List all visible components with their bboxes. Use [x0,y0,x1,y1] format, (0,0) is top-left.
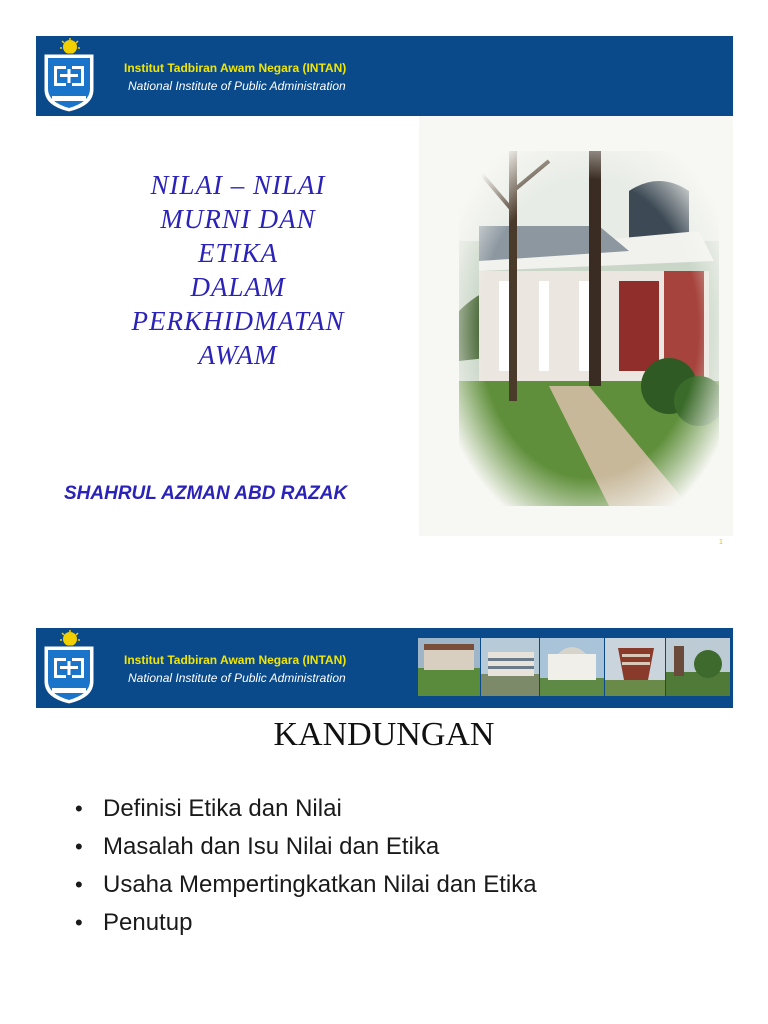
campus-photo-strip-icon [418,638,730,696]
intan-logo-icon [38,38,98,114]
title-line: ETIKA [197,238,278,268]
title-line: MURNI DAN [160,204,316,234]
title-line: DALAM [190,272,286,302]
header-banner [36,36,733,116]
list-item: • Usaha Mempertingkatkan Nilai dan Etika [75,870,537,908]
building-photo-icon [459,151,719,506]
list-item: • Definisi Etika dan Nilai [75,794,537,832]
institute-subtitle: National Institute of Public Administration [128,671,346,685]
institute-name: Institut Tadbiran Awam Negara (INTAN) [124,653,347,667]
contents-list [75,794,537,946]
page-number: 1 [719,539,723,546]
header-banner [36,628,733,708]
contents-slide [0,590,768,1024]
author-name: SHAHRUL AZMAN ABD RAZAK [64,483,348,504]
institute-subtitle: National Institute of Public Administration [128,79,346,93]
title-line: AWAM [198,340,278,370]
slide-heading: KANDUNGAN [273,716,495,753]
intan-logo-icon [38,630,98,706]
title-line: PERKHIDMATAN [131,306,345,336]
list-item: • Masalah dan Isu Nilai dan Etika [75,832,537,870]
photo-frame [419,116,733,536]
list-item: • Penutup [75,908,537,946]
institute-name: Institut Tadbiran Awam Negara (INTAN) [124,61,347,75]
title-line: NILAI – NILAI [150,170,326,200]
slide-title [48,168,428,372]
